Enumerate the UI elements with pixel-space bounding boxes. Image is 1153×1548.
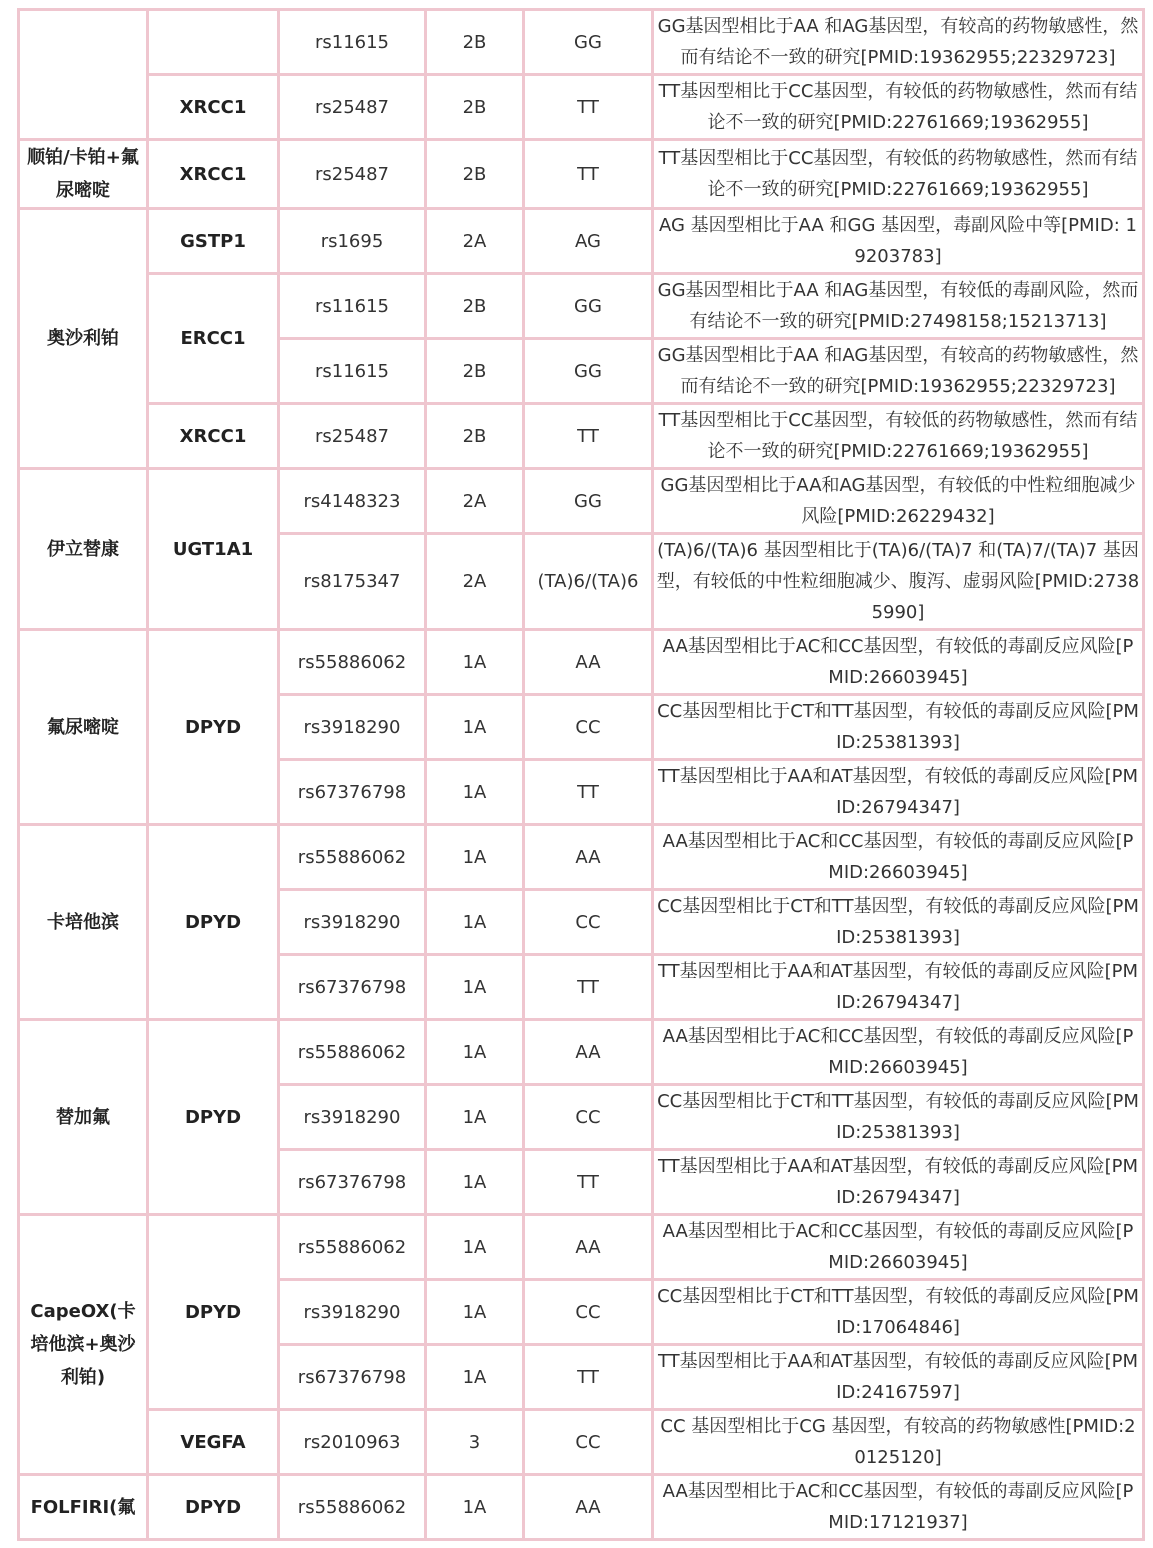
- snp-cell: rs25487: [280, 76, 424, 138]
- genotype-cell: CC: [525, 1086, 651, 1148]
- genotype-cell: AA: [525, 1476, 651, 1538]
- description-cell: CC基因型相比于CT和TT基因型，有较低的毒副反应风险[PMID:25381393]: [654, 696, 1142, 758]
- snp-cell: rs3918290: [280, 1281, 424, 1343]
- evidence-level-cell: 1A: [427, 1216, 522, 1278]
- genotype-cell: TT: [525, 1346, 651, 1408]
- genotype-cell: TT: [525, 141, 651, 207]
- snp-cell: rs25487: [280, 141, 424, 207]
- evidence-level-cell: 1A: [427, 1086, 522, 1148]
- genotype-cell: TT: [525, 76, 651, 138]
- genotype-cell: AA: [525, 826, 651, 888]
- snp-cell: rs11615: [280, 340, 424, 402]
- genotype-cell: (TA)6/(TA)6: [525, 535, 651, 628]
- genotype-cell: CC: [525, 891, 651, 953]
- snp-cell: rs55886062: [280, 1216, 424, 1278]
- evidence-level-cell: 1A: [427, 1476, 522, 1538]
- snp-cell: rs11615: [280, 275, 424, 337]
- description-cell: TT基因型相比于CC基因型，有较低的药物敏感性，然而有结论不一致的研究[PMID:22761669;19362955]: [654, 141, 1142, 207]
- genotype-cell: GG: [525, 275, 651, 337]
- genotype-cell: AA: [525, 1021, 651, 1083]
- genotype-cell: AA: [525, 631, 651, 693]
- gene-cell: XRCC1: [149, 405, 277, 467]
- evidence-level-cell: 3: [427, 1411, 522, 1473]
- description-cell: CC基因型相比于CT和TT基因型，有较低的毒副反应风险[PMID:17064846]: [654, 1281, 1142, 1343]
- snp-cell: rs1695: [280, 210, 424, 272]
- evidence-level-cell: 2A: [427, 535, 522, 628]
- genotype-cell: CC: [525, 1281, 651, 1343]
- snp-cell: rs67376798: [280, 1346, 424, 1408]
- snp-cell: rs67376798: [280, 956, 424, 1018]
- gene-cell: VEGFA: [149, 1411, 277, 1473]
- snp-cell: rs8175347: [280, 535, 424, 628]
- genotype-cell: TT: [525, 1151, 651, 1213]
- drug-cell: 替加氟: [20, 1021, 146, 1213]
- evidence-level-cell: 2B: [427, 405, 522, 467]
- evidence-level-cell: 2B: [427, 275, 522, 337]
- genotype-cell: TT: [525, 956, 651, 1018]
- description-cell: AA基因型相比于AC和CC基因型，有较低的毒副反应风险[PMID:26603945]: [654, 1216, 1142, 1278]
- description-cell: TT基因型相比于AA和AT基因型，有较低的毒副反应风险[PMID:26794347]: [654, 761, 1142, 823]
- snp-cell: rs4148323: [280, 470, 424, 532]
- evidence-level-cell: 1A: [427, 1151, 522, 1213]
- evidence-level-cell: 1A: [427, 826, 522, 888]
- evidence-level-cell: 2B: [427, 340, 522, 402]
- gene-cell: DPYD: [149, 1216, 277, 1408]
- drug-cell: [20, 11, 146, 138]
- drug-cell: 卡培他滨: [20, 826, 146, 1018]
- description-cell: TT基因型相比于AA和AT基因型，有较低的毒副反应风险[PMID:26794347]: [654, 956, 1142, 1018]
- description-cell: AA基因型相比于AC和CC基因型，有较低的毒副反应风险[PMID:26603945]: [654, 631, 1142, 693]
- drug-cell: 顺铂/卡铂+氟尿嘧啶: [20, 141, 146, 207]
- evidence-level-cell: 2B: [427, 76, 522, 138]
- snp-cell: rs11615: [280, 11, 424, 73]
- genotype-cell: GG: [525, 470, 651, 532]
- genotype-cell: GG: [525, 11, 651, 73]
- description-cell: (TA)6/(TA)6 基因型相比于(TA)6/(TA)7 和(TA)7/(TA)7 基因型，有较低的中性粒细胞减少、腹泻、虚弱风险[PMID:27385990]: [654, 535, 1142, 628]
- evidence-level-cell: 1A: [427, 761, 522, 823]
- description-cell: GG基因型相比于AA 和AG基因型，有较低的毒副风险，然而有结论不一致的研究[PMID:27498158;15213713]: [654, 275, 1142, 337]
- description-cell: TT基因型相比于CC基因型，有较低的药物敏感性，然而有结论不一致的研究[PMID:22761669;19362955]: [654, 405, 1142, 467]
- drug-cell: 氟尿嘧啶: [20, 631, 146, 823]
- description-cell: TT基因型相比于AA和AT基因型，有较低的毒副反应风险[PMID:26794347]: [654, 1151, 1142, 1213]
- drug-cell: 伊立替康: [20, 470, 146, 628]
- evidence-level-cell: 2A: [427, 470, 522, 532]
- description-cell: CC 基因型相比于CG 基因型，有较高的药物敏感性[PMID:20125120]: [654, 1411, 1142, 1473]
- description-cell: AA基因型相比于AC和CC基因型，有较低的毒副反应风险[PMID:26603945]: [654, 1021, 1142, 1083]
- snp-cell: rs55886062: [280, 826, 424, 888]
- evidence-level-cell: 2B: [427, 141, 522, 207]
- genotype-cell: AA: [525, 1216, 651, 1278]
- snp-cell: rs67376798: [280, 761, 424, 823]
- description-cell: AG 基因型相比于AA 和GG 基因型，毒副风险中等[PMID: 19203783]: [654, 210, 1142, 272]
- evidence-level-cell: 1A: [427, 956, 522, 1018]
- evidence-level-cell: 1A: [427, 1021, 522, 1083]
- evidence-level-cell: 1A: [427, 891, 522, 953]
- evidence-level-cell: 2A: [427, 210, 522, 272]
- description-cell: CC基因型相比于CT和TT基因型，有较低的毒副反应风险[PMID:25381393]: [654, 1086, 1142, 1148]
- genotype-cell: CC: [525, 696, 651, 758]
- description-cell: TT基因型相比于AA和AT基因型，有较低的毒副反应风险[PMID:24167597]: [654, 1346, 1142, 1408]
- gene-cell: DPYD: [149, 1476, 277, 1538]
- description-cell: AA基因型相比于AC和CC基因型，有较低的毒副反应风险[PMID:17121937]: [654, 1476, 1142, 1538]
- description-cell: GG基因型相比于AA 和AG基因型，有较高的药物敏感性，然而有结论不一致的研究[PMID:19362955;22329723]: [654, 11, 1142, 73]
- description-cell: GG基因型相比于AA和AG基因型，有较低的中性粒细胞减少风险[PMID:26229432]: [654, 470, 1142, 532]
- drug-cell: FOLFIRI(氟: [20, 1476, 146, 1538]
- snp-cell: rs67376798: [280, 1151, 424, 1213]
- gene-cell: [149, 11, 277, 73]
- gene-cell: UGT1A1: [149, 470, 277, 628]
- snp-cell: rs55886062: [280, 631, 424, 693]
- snp-cell: rs25487: [280, 405, 424, 467]
- snp-cell: rs55886062: [280, 1021, 424, 1083]
- drug-cell: CapeOX(卡培他滨+奥沙利铂): [20, 1216, 146, 1473]
- genotype-table: [17, 8, 1145, 1541]
- gene-cell: GSTP1: [149, 210, 277, 272]
- evidence-level-cell: 1A: [427, 1281, 522, 1343]
- genotype-cell: AG: [525, 210, 651, 272]
- gene-cell: DPYD: [149, 1021, 277, 1213]
- gene-cell: DPYD: [149, 631, 277, 823]
- description-cell: GG基因型相比于AA 和AG基因型，有较高的药物敏感性，然而有结论不一致的研究[PMID:19362955;22329723]: [654, 340, 1142, 402]
- genotype-cell: CC: [525, 1411, 651, 1473]
- description-cell: CC基因型相比于CT和TT基因型，有较低的毒副反应风险[PMID:25381393]: [654, 891, 1142, 953]
- gene-cell: XRCC1: [149, 141, 277, 207]
- evidence-level-cell: 2B: [427, 11, 522, 73]
- gene-cell: ERCC1: [149, 275, 277, 402]
- drug-cell: 奥沙利铂: [20, 210, 146, 467]
- description-cell: AA基因型相比于AC和CC基因型，有较低的毒副反应风险[PMID:26603945]: [654, 826, 1142, 888]
- gene-cell: XRCC1: [149, 76, 277, 138]
- evidence-level-cell: 1A: [427, 1346, 522, 1408]
- genotype-cell: TT: [525, 405, 651, 467]
- snp-cell: rs55886062: [280, 1476, 424, 1538]
- evidence-level-cell: 1A: [427, 696, 522, 758]
- snp-cell: rs2010963: [280, 1411, 424, 1473]
- genotype-cell: GG: [525, 340, 651, 402]
- evidence-level-cell: 1A: [427, 631, 522, 693]
- snp-cell: rs3918290: [280, 696, 424, 758]
- genotype-cell: TT: [525, 761, 651, 823]
- snp-cell: rs3918290: [280, 1086, 424, 1148]
- description-cell: TT基因型相比于CC基因型，有较低的药物敏感性，然而有结论不一致的研究[PMID:22761669;19362955]: [654, 76, 1142, 138]
- gene-cell: DPYD: [149, 826, 277, 1018]
- snp-cell: rs3918290: [280, 891, 424, 953]
